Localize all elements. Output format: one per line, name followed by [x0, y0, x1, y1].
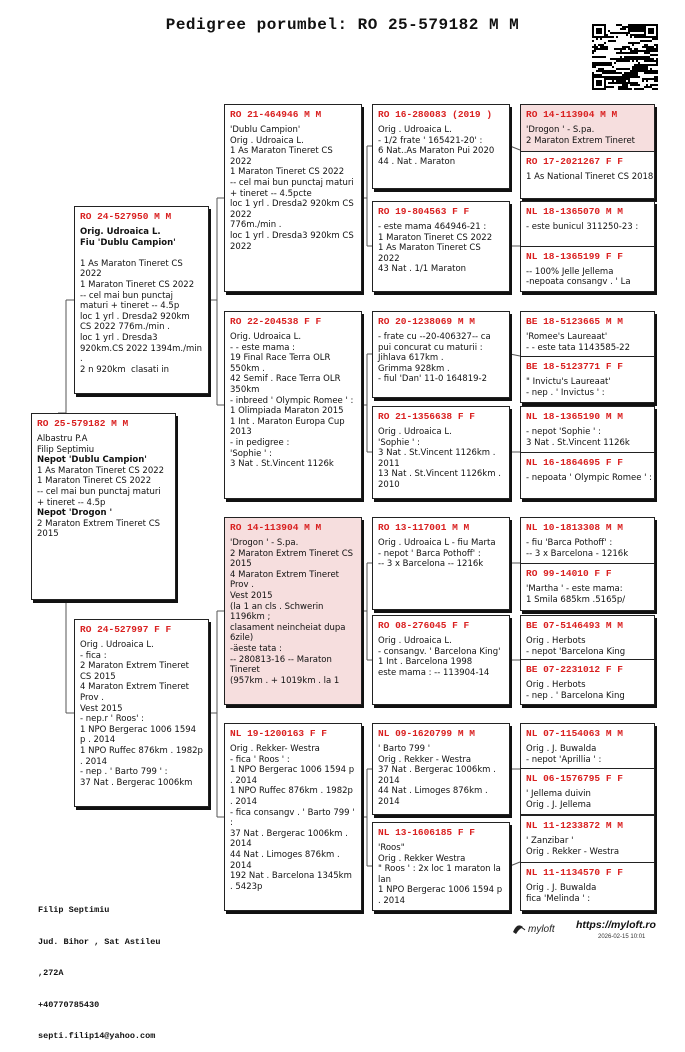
note-line: 4 Maraton Extrem Tineret Prov .: [230, 569, 342, 591]
ring-number: RO 13-117001 M M: [378, 522, 470, 533]
pigeon-card-sdd[interactable]: [372, 406, 510, 499]
pigeon-notes: [373, 634, 509, 678]
note-line: 1 As National Tineret CS 2018: [526, 171, 654, 182]
note-line: Vest 2015: [80, 703, 123, 714]
note-line: Nepot 'Drogon ': [37, 508, 113, 519]
note-line: -nepoata consangv . ' La: [526, 277, 631, 288]
ring-number: RO 08-276045 F F: [378, 620, 470, 631]
pigeon-card-sss[interactable]: [372, 104, 510, 189]
note-line: Vest 2015: [230, 590, 273, 601]
note-line: loc 1 yrl . Dresda3 920km CS 2022: [230, 230, 357, 252]
note-line: 42 Semif . Race Terra OLR 350km: [230, 374, 344, 395]
note-line: ' Jellema duivin: [526, 789, 591, 799]
note-line: 1 As Maraton Tineret CS 2022: [80, 258, 186, 280]
pigeon-card-sds[interactable]: [372, 311, 510, 398]
note-line: 1 As Maraton Tineret CS 2022: [378, 243, 484, 264]
note-line: 1 Maraton Tineret CS 2022: [378, 232, 493, 243]
pigeon-notes: [521, 678, 654, 701]
note-line: Orig . Herbots: [526, 680, 586, 690]
ring-number: NL 10-1813308 M M: [526, 522, 623, 533]
pigeon-notes: [521, 170, 654, 183]
ring-number: NL 07-1154063 M M: [526, 728, 623, 739]
note-line: - nepot 'Barcelona King: [526, 646, 626, 657]
pigeon-card-g4-dam[interactable]: [521, 660, 654, 704]
note-line: Orig . Udroaica L.: [378, 125, 452, 135]
pigeon-card-g4-sire[interactable]: [521, 724, 654, 769]
note-line: - este bunicul 311250-23 :: [526, 222, 639, 232]
pigeon-notes: [225, 330, 361, 470]
pigeon-notes: [225, 123, 361, 252]
pigeon-card-dsd[interactable]: [372, 615, 510, 705]
note-line: Grimma 928km .: [378, 363, 450, 374]
note-line: 'Romee's Laureaat': [526, 332, 608, 342]
pigeon-card-g4-dam[interactable]: [521, 152, 654, 199]
owner-email: septi.filip14@yahoo.com: [38, 1031, 156, 1041]
note-line: 1 NPO Bergerac 1006 1594 p . 2014: [80, 724, 199, 746]
note-line: - nep . ' Invictus ' :: [526, 387, 605, 398]
connector-line: [510, 354, 520, 356]
ring-number: NL 16-1864695 F F: [526, 456, 623, 468]
pigeon-card-g4-sire[interactable]: [521, 816, 654, 863]
pigeon-card-subject[interactable]: [31, 413, 176, 600]
note-line: Nepot 'Dublu Campion': [37, 455, 147, 466]
pigeon-card-g4-sire[interactable]: [521, 518, 654, 564]
note-line: 6 Nat..As Maraton Pui 2020: [378, 146, 495, 157]
print-timestamp: 2026-02-15 10:01: [598, 934, 646, 940]
note-line: Orig . Rekker - Westra: [378, 754, 472, 765]
pigeon-notes: [75, 638, 208, 788]
owner-name: Filip Septimiu: [38, 905, 110, 915]
ring-number: BE 07-2231012 F F: [526, 664, 623, 675]
note-line: - fiul 'Dan' 11-0 164819-2: [378, 374, 488, 385]
note-line: -- 3 x Barcelona - 1216k: [526, 548, 629, 559]
note-line: 'Dublu Campion': [230, 125, 301, 135]
note-line: " Invictu's Laureaat': [526, 377, 611, 387]
note-line: 1 NPO Bergerac 1006 1594 p . 2014: [230, 765, 357, 786]
pigeon-card-g4-dam[interactable]: [521, 564, 654, 610]
note-line: clasament neincheiat dupa 6zile): [230, 622, 349, 644]
note-line: 37 Nat . Bergerac 1006km: [80, 777, 193, 788]
note-line: ' Zanzibar ': [526, 836, 574, 846]
note-line: - nepoata ' Olympic Romee ' :: [526, 472, 653, 483]
ring-number: NL 13-1606185 F F: [378, 827, 475, 838]
ring-number: RO 19-804563 F F: [378, 206, 470, 217]
note-line: 1 Maraton Tineret CS 2022: [230, 167, 345, 178]
note-line: Orig . Udroaica L.: [378, 636, 452, 646]
ring-number: RO 14-113904 M M: [230, 522, 322, 533]
pigeon-notes: [32, 432, 175, 540]
ring-number: BE 07-5146493 M M: [526, 620, 623, 631]
pigeon-notes: [225, 536, 361, 686]
pigeon-card-g4-dam[interactable]: [521, 769, 654, 814]
page-title: Pedigree porumbel: RO 25-579182 M M: [165, 16, 520, 34]
pigeon-notes: [521, 742, 654, 765]
note-line: Orig . Rekker - Westra: [526, 846, 620, 857]
ring-number: RO 20-1238069 M M: [378, 316, 475, 327]
pigeon-pair-card: [520, 311, 655, 403]
pigeon-card-g4-sire[interactable]: [521, 202, 654, 247]
note-line: Orig . Udroaica L - fiu Marta: [378, 538, 496, 548]
ring-number: NL 09-1620799 M M: [378, 728, 475, 739]
note-line: - nepot 'Aprillia ' :: [526, 754, 602, 765]
ring-number: RO 24-527950 M M: [80, 211, 172, 222]
ring-number: RO 21-464946 M M: [230, 109, 322, 120]
pigeon-notes: [521, 123, 654, 146]
pigeon-pair-card: [520, 406, 655, 499]
note-line: 44 Nat . Limoges 876km . 2014: [230, 849, 343, 871]
note-line: 3 Nat . St.Vincent 1126km . 2011: [378, 448, 499, 469]
note-line: - inbreed ' Olympic Romee ' :: [230, 395, 354, 406]
ring-number: RO 25-579182 M M: [37, 418, 129, 429]
note-line: - fiu 'Barca Pothoff' :: [526, 538, 613, 548]
pigeon-notes: [373, 330, 509, 385]
note-line: - nepot ' Barca Pothoff' :: [378, 548, 481, 559]
note-line: - nep . ' Barcelona King: [526, 690, 625, 701]
note-line: - nepot 'Sophie ' :: [526, 427, 601, 437]
note-line: Orig . Herbots: [526, 636, 586, 646]
ring-number: RO 16-280083 (2019 ): [378, 109, 493, 120]
note-line: Orig. Udroaica L.: [230, 332, 302, 342]
note-line: 4 Maraton Extrem Tineret Prov .: [80, 682, 192, 703]
note-line: 'Drogon ' - S.pa.: [526, 125, 595, 135]
pigeon-notes: [521, 375, 654, 398]
pigeon-card-g4-sire[interactable]: [521, 616, 654, 660]
ring-number: RO 21-1356638 F F: [378, 411, 475, 422]
pigeon-pair-card: [520, 201, 655, 292]
pigeon-pair-card: [520, 517, 655, 611]
note-line: 13 Nat . St.Vincent 1126km . 2010: [378, 469, 504, 490]
note-line: - fica ' Roos ' :: [230, 754, 290, 765]
note-line: Fiu 'Dublu Campion': [80, 237, 176, 248]
ring-number: NL 11-1134570 F F: [526, 867, 623, 878]
ring-number: NL 06-1576795 F F: [526, 773, 623, 784]
pigeon-notes: [225, 742, 361, 892]
ring-number: RO 24-527997 F F: [80, 624, 172, 635]
ring-number: BE 18-5123771 F F: [526, 361, 623, 372]
note-line: 1 Maraton Tineret CS 2022: [80, 279, 195, 290]
note-line: este mama : -- 113904-14: [378, 667, 490, 678]
note-line: 2 Maraton Extrem Tineret CS 2015: [37, 518, 163, 540]
note-line: 2 n 920km clasati in: [80, 364, 170, 375]
note-line: - fica consangv . ' Barto 799 ' :: [230, 807, 358, 829]
note-line: - nep . ' Barto 799 ' :: [80, 767, 168, 778]
note-line: Orig . Rekker Westra: [378, 853, 466, 864]
note-line: - este mama 464946-21 :: [378, 222, 487, 232]
owner-contact: [38, 884, 238, 1052]
pigeon-notes: [521, 582, 654, 605]
note-line: Orig . J. Buwalda: [526, 744, 597, 754]
note-line: 1 As Maraton Tineret CS 2022: [230, 146, 336, 167]
pigeon-notes: [521, 787, 654, 810]
note-line: 44 . Nat . Maraton: [378, 156, 456, 167]
svg-text:myloft: myloft: [528, 924, 555, 935]
ring-number: NL 19-1200163 F F: [230, 728, 327, 739]
ring-number: NL 18-1365190 M M: [526, 411, 623, 422]
note-line: -- cel mai bun punctaj maturi + tineret -- 4.5pcte: [230, 177, 357, 199]
pigeon-notes: [521, 634, 654, 657]
note-line: 43 Nat . 1/1 Maraton: [378, 264, 467, 275]
ring-number: NL 11-1233872 M M: [526, 820, 623, 831]
pigeon-notes: [373, 220, 509, 275]
pigeon-notes: [373, 123, 509, 167]
note-line: 44 Nat . Limoges 876km . 2014: [378, 786, 491, 807]
pigeon-notes: [373, 742, 509, 808]
note-line: 1 NPO Bergerac 1006 1594 p . 2014: [378, 885, 505, 906]
note-line: 1 NPO Ruffec 876km . 1982p . 2014: [230, 786, 356, 807]
note-line: 37 Nat . Bergerac 1006km . 2014: [230, 828, 351, 850]
pigeon-card-sire[interactable]: [74, 206, 209, 394]
note-line: 'Sophie ' :: [230, 448, 272, 459]
pigeon-pair-card: [520, 615, 655, 705]
pigeon-card-g4-sire[interactable]: [521, 312, 654, 357]
pigeon-card-ss[interactable]: [224, 104, 362, 292]
pigeon-card-sd[interactable]: [224, 311, 362, 499]
pigeon-notes: [521, 536, 654, 559]
note-line: 19 Final Race Terra OLR 550km .: [230, 353, 334, 374]
note-line: 1 As Maraton Tineret CS 2022: [37, 465, 165, 476]
ring-number: RO 17-2021267 F F: [526, 155, 623, 167]
note-line: 37 Nat . Bergerac 1006km . 2014: [378, 765, 499, 786]
note-line: (la 1 an cls . Schwerin 1196km ;: [230, 601, 327, 623]
note-line: Jihlava 617km .: [378, 353, 444, 364]
ring-number: NL 18-1365199 F F: [526, 250, 623, 262]
note-line: 1 Int . Maraton Europa Cup 2013: [230, 416, 348, 438]
note-line: Orig . J. Jellema: [526, 799, 592, 810]
note-line: 1 Maraton Tineret CS 2022: [37, 476, 152, 487]
note-line: " Roos ' : 2x loc 1 maraton la lan: [378, 864, 504, 885]
pigeon-card-dam[interactable]: [74, 619, 209, 807]
pigeon-notes: [373, 536, 509, 570]
pigeon-card-dds[interactable]: [372, 723, 510, 815]
ring-number: RO 14-113904 M M: [526, 109, 618, 120]
note-line: loc 1 yrl . Dresda2 920km CS 2022 776m./min .: [80, 311, 193, 333]
pigeon-notes: [521, 471, 654, 484]
note-line: Orig. Udroaica L.: [80, 227, 161, 237]
note-line: 1 Smila 685km .5165p/: [526, 594, 626, 605]
note-line: Filip Septimiu: [37, 444, 95, 455]
note-line: 1 NPO Ruffec 876km . 1982p . 2014: [80, 745, 206, 767]
note-line: - consangv. ' Barcelona King': [378, 646, 501, 657]
note-line: 'Sophie ' :: [378, 437, 420, 448]
note-line: -- 100% Jelle Jellema: [526, 266, 614, 277]
note-line: Orig . Udroaica L.: [378, 427, 452, 437]
note-line: 2 Maraton Extrem Tineret: [526, 135, 636, 146]
connector-line: [510, 862, 520, 866]
note-line: - in pedigree :: [230, 437, 290, 448]
note-line: 3 Nat . St.Vincent 1126k: [526, 437, 630, 448]
note-line: 1 Olimpiada Maraton 2015: [230, 406, 344, 417]
ring-number: NL 18-1365070 M M: [526, 206, 623, 217]
pigeon-card-g4-dam[interactable]: [521, 863, 654, 910]
pigeon-card-ddd[interactable]: [372, 822, 510, 911]
note-line: Orig . J. Buwalda: [526, 883, 597, 893]
pigeon-card-g4-dam[interactable]: [521, 357, 654, 402]
pigeon-notes: [521, 881, 654, 904]
pigeon-card-ds[interactable]: [224, 517, 362, 705]
pigeon-notes: [521, 834, 654, 857]
connector-line: [510, 146, 520, 150]
note-line: - nep.r ' Roos' :: [80, 714, 144, 725]
pigeon-card-g4-dam[interactable]: [521, 453, 654, 499]
note-line: -- 280813-16 -- Maraton Tineret: [230, 654, 335, 676]
note-line: -- cel mai bun punctaj maturi + tineret -- 4.5p: [80, 290, 180, 312]
pigeon-notes: [521, 330, 654, 353]
note-line: Orig . Udroaica L.: [230, 135, 304, 146]
pigeon-card-g4-dam[interactable]: [521, 247, 654, 292]
note-line: -- 3 x Barcelona -- 1216k: [378, 559, 484, 570]
pigeon-notes: [521, 265, 654, 288]
note-line: 776m./min .: [230, 220, 282, 231]
note-line: Albastru P.A: [37, 434, 88, 444]
pigeon-card-g4-sire[interactable]: [521, 105, 654, 152]
note-line: - - este tata 1143585-22: [526, 342, 630, 353]
ring-number: BE 18-5123665 M M: [526, 316, 623, 327]
pigeon-notes: [521, 425, 654, 448]
note-line: Orig . Rekker- Westra: [230, 744, 320, 754]
note-line: 1 Int . Barcelona 1998: [378, 657, 473, 668]
note-line: - 1/2 frate ' 165421-20' :: [378, 135, 483, 146]
pigeon-card-dd[interactable]: [224, 723, 362, 911]
pigeon-pair-card: [520, 104, 655, 199]
note-line: - - este mama :: [230, 342, 296, 353]
brand-url[interactable]: https://myloft.ro: [576, 919, 656, 931]
pigeon-card-g4-sire[interactable]: [521, 407, 654, 453]
pigeon-notes: [373, 841, 509, 907]
note-line: 2 Maraton Extrem Tineret CS 2015: [80, 661, 192, 682]
note-line: - frate cu --20-406327-- ca pui concurat cu maturii :: [378, 332, 494, 353]
note-line: (957km . + 1019km . la 1: [230, 675, 340, 686]
note-line: fica 'Melinda ' :: [526, 893, 591, 904]
pigeon-notes: [75, 225, 208, 375]
pigeon-pair-card: [520, 815, 655, 911]
note-line: 'Roos": [378, 843, 405, 853]
owner-phone: +40770785430: [38, 999, 100, 1010]
owner-address-line-1: Jud. Bihor , Sat Astileu: [38, 936, 161, 947]
note-line: 3 Nat . St.Vincent 1126k: [230, 459, 334, 470]
note-line: ' Barto 799 ': [378, 744, 431, 754]
owner-address-line-2: ,272A: [38, 968, 64, 978]
note-line: 'Martha ' - este mama:: [526, 584, 623, 594]
note-line: loc 1 yrl . Dresda3 920km.CS 2022 1394m./min .: [80, 332, 205, 365]
note-line: -äeste tata :: [230, 643, 282, 654]
note-line: 2 Maraton Extrem Tineret CS 2015: [230, 548, 356, 570]
pigeon-card-dss[interactable]: [372, 517, 510, 610]
pigeon-card-ssd[interactable]: [372, 201, 510, 292]
note-line: 192 Nat . Barcelona 1345km . 5423p: [230, 871, 355, 892]
pigeon-notes: [373, 425, 509, 491]
note-line: -- cel mai bun punctaj maturi + tineret -- 4.5p: [37, 486, 164, 508]
note-line: Orig . Udroaica L.: [80, 640, 154, 650]
note-line: - fica :: [80, 650, 107, 661]
note-line: loc 1 yrl . Dresda2 920km CS 2022: [230, 199, 357, 220]
pigeon-notes: [521, 220, 654, 233]
pigeon-pair-card: [520, 723, 655, 815]
ring-number: RO 99-14010 F F: [526, 568, 612, 579]
note-line: 'Drogon ' - S.pa.: [230, 538, 299, 548]
myloft-logo-icon: [510, 918, 566, 938]
note-line: [80, 248, 203, 259]
ring-number: RO 22-204538 F F: [230, 316, 322, 327]
